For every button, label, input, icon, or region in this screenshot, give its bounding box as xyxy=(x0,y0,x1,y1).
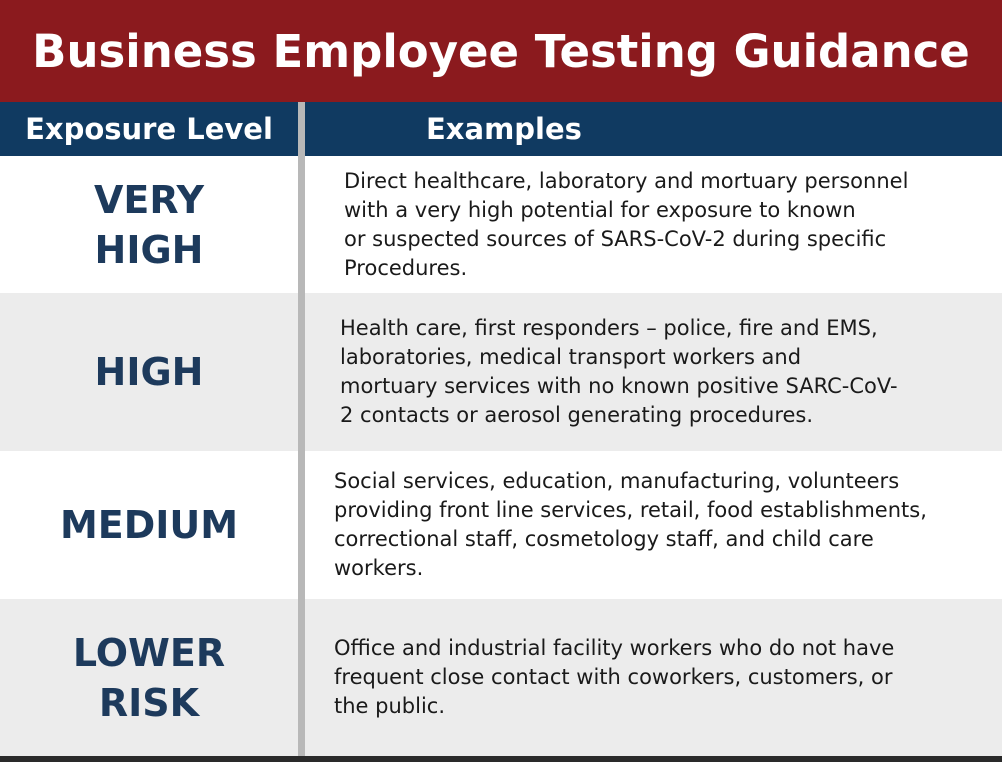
exposure-level-cell: VERY HIGH xyxy=(93,177,205,272)
table-row-medium xyxy=(0,451,1002,599)
table-row-very-high xyxy=(0,156,1002,293)
examples-cell: Direct healthcare, laboratory and mortuary personnel with a very high potential for exposure to known or suspected sources of SARS-CoV-2 during specific Procedures. xyxy=(344,168,909,280)
exposure-level-cell: LOWER RISK xyxy=(72,630,226,725)
examples-cell: Social services, education, manufacturing, volunteers providing front line services, retail, food establishments, correctional staff, cosmetology staff, and child care workers. xyxy=(334,469,927,580)
table-header xyxy=(0,102,1002,156)
title-banner xyxy=(0,0,1002,102)
examples-cell: Office and industrial facility workers who do not have frequent close contact with coworkers, customers, or the public. xyxy=(334,636,895,718)
table-row-high xyxy=(0,293,1002,451)
header-exposure-level: Exposure Level xyxy=(25,112,273,146)
bottom-border xyxy=(0,756,1002,762)
header-examples: Examples xyxy=(426,112,582,146)
examples-cell: Health care, first responders – police, fire and EMS, laboratories, medical transport workers and mortuary services with no known positive SARC-CoV- 2 contacts or aerosol generating procedures. xyxy=(340,316,898,427)
exposure-level-cell: HIGH xyxy=(94,350,204,394)
page-title: Business Employee Testing Guidance xyxy=(32,24,970,78)
column-divider xyxy=(298,102,305,758)
exposure-level-cell: MEDIUM xyxy=(59,503,239,547)
table-row-lower-risk xyxy=(0,599,1002,756)
